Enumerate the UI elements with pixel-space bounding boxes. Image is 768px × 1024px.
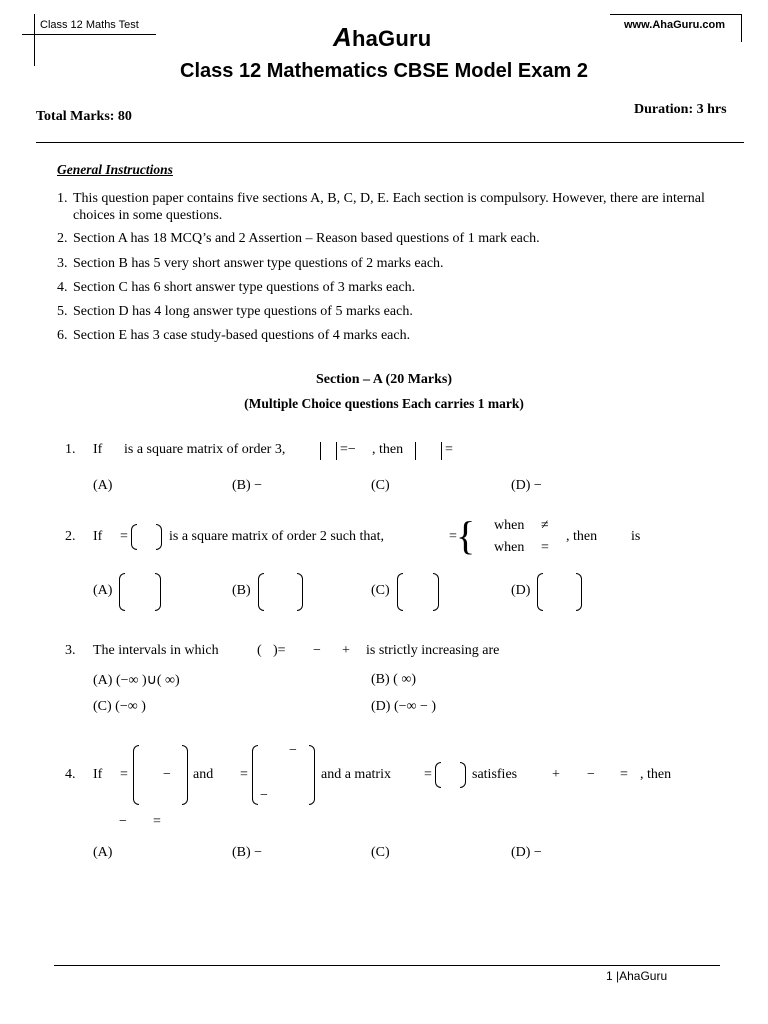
instruction-item: 6. Section E has 3 case study-based questions of 4 marks each. <box>57 328 411 343</box>
q4-satisfies: satisfies <box>472 767 518 782</box>
q4-matrix-b-bracket-left <box>252 745 258 805</box>
q2-a-bracket-left <box>119 573 125 611</box>
q4-option-d[interactable]: (D) − <box>511 845 542 860</box>
q2-b-bracket-left <box>258 573 264 611</box>
q1-number: 1. <box>65 442 76 457</box>
q2-then: , then <box>566 529 598 544</box>
q2-if: If <box>93 529 103 544</box>
section-subtitle: (Multiple Choice questions Each carries 1 mark) <box>244 396 524 411</box>
q4-and-matrix: and a matrix <box>321 767 391 782</box>
q2-matrix-bracket-right <box>156 524 162 550</box>
q3-eq: )= <box>273 643 286 658</box>
q1-det-bar <box>441 442 442 460</box>
q4-matrix-a-bracket-right <box>182 745 188 805</box>
q2-brace: { <box>456 513 476 558</box>
q2-option-a[interactable]: (A) <box>93 583 113 598</box>
q1-if: If <box>93 442 103 457</box>
q4-minus4: − <box>587 767 595 782</box>
q4-minus1: − <box>163 767 171 782</box>
q4-option-c[interactable]: (C) <box>371 845 390 860</box>
q4-minus2: − <box>289 743 297 758</box>
q3-minus: − <box>313 643 321 658</box>
q2-c-bracket-left <box>397 573 403 611</box>
q4-eq1: = <box>120 767 128 782</box>
q1-eq: =− <box>340 442 356 457</box>
q2-eq2: = <box>449 529 457 544</box>
q1-then: , then <box>372 442 404 457</box>
q3-text: The intervals in which <box>93 643 219 658</box>
instructions-heading: General Instructions <box>57 162 173 177</box>
instruction-item: 4. Section C has 6 short answer type questions of 3 marks each. <box>57 280 416 295</box>
corner-rule-left <box>22 34 156 35</box>
q1-det-bar <box>336 442 337 460</box>
q1-text: is a square matrix of order 3, <box>124 442 286 457</box>
instruction-item: 3. Section B has 5 very short answer type questions of 2 marks each. <box>57 256 444 271</box>
q3-option-c[interactable]: (C) (−∞ ) <box>93 699 146 714</box>
q4-option-b[interactable]: (B) − <box>232 845 263 860</box>
q2-text: is a square matrix of order 2 such that, <box>169 529 384 544</box>
footer-rule <box>54 965 720 966</box>
q3-number: 3. <box>65 643 76 658</box>
q2-option-c[interactable]: (C) <box>371 583 390 598</box>
q4-matrix-b-bracket-right <box>309 745 315 805</box>
corner-rule-right <box>610 14 742 15</box>
q2-matrix-bracket-left <box>131 524 137 550</box>
q2-case2: when <box>494 540 525 555</box>
header-test-label: Class 12 Maths Test <box>40 19 139 31</box>
duration: Duration: 3 hrs <box>634 102 727 117</box>
header-divider <box>36 142 744 143</box>
q1-option-b[interactable]: (B) − <box>232 478 263 493</box>
q4-eq2: = <box>240 767 248 782</box>
q4-eq4: = <box>620 767 628 782</box>
q2-option-d[interactable]: (D) <box>511 583 531 598</box>
header-website: www.AhaGuru.com <box>624 19 726 31</box>
q2-a-bracket-right <box>155 573 161 611</box>
q3-option-d[interactable]: (D) (−∞ − ) <box>371 699 437 714</box>
corner-line-left <box>34 14 35 66</box>
q2-c-bracket-right <box>433 573 439 611</box>
page-footer: 1 |AhaGuru <box>606 969 668 983</box>
q1-det-bar <box>320 442 321 460</box>
q1-option-a[interactable]: (A) <box>93 478 113 493</box>
section-title: Section – A (20 Marks) <box>315 372 453 387</box>
q3-open-paren: ( <box>257 643 262 658</box>
q2-is: is <box>631 529 641 544</box>
q2-case1-op: ≠ <box>541 518 549 533</box>
q3-tail: is strictly increasing are <box>366 643 500 658</box>
instruction-item: 2. Section A has 18 MCQ’s and 2 Assertion – Reason based questions of 1 mark each. <box>57 231 540 246</box>
q3-plus: + <box>342 643 350 658</box>
q4-line2-minus: − <box>119 814 127 829</box>
q4-and: and <box>193 767 214 782</box>
q2-eq: = <box>120 529 128 544</box>
q4-matrix-x-bracket-left <box>435 762 441 788</box>
q3-option-a[interactable]: (A) (−∞ )∪( ∞) <box>93 673 180 688</box>
q4-then: , then <box>640 767 672 782</box>
instruction-item: 5. Section D has 4 long answer type questions of 5 marks each. <box>57 304 413 319</box>
q4-matrix-a-bracket-left <box>133 745 139 805</box>
q2-case1: when <box>494 518 525 533</box>
q2-d-bracket-right <box>576 573 582 611</box>
q4-minus3: − <box>260 788 268 803</box>
q2-option-b[interactable]: (B) <box>232 583 251 598</box>
q4-matrix-x-bracket-right <box>460 762 466 788</box>
q1-det-bar <box>415 442 416 460</box>
q2-d-bracket-left <box>537 573 543 611</box>
corner-line-right <box>741 14 742 42</box>
q4-if: If <box>93 767 103 782</box>
page-title: Class 12 Mathematics CBSE Model Exam 2 <box>180 60 588 82</box>
q1-option-c[interactable]: (C) <box>371 478 390 493</box>
ahaguru-logo: AhaGuru <box>333 22 432 52</box>
q4-plus: + <box>552 767 560 782</box>
q4-line2-eq: = <box>153 814 161 829</box>
instruction-item: 1. This question paper contains five sections A, B, C, D, E. Each section is compulsory. However, there are internal choices in some questions. <box>57 191 705 223</box>
q3-option-b[interactable]: (B) ( ∞) <box>371 672 416 687</box>
total-marks: Total Marks: 80 <box>36 109 132 124</box>
q4-number: 4. <box>65 767 76 782</box>
q4-option-a[interactable]: (A) <box>93 845 113 860</box>
q2-case2-op: = <box>541 540 549 555</box>
q2-b-bracket-right <box>297 573 303 611</box>
q4-eq3: = <box>424 767 432 782</box>
q1-eq2: = <box>445 442 453 457</box>
q1-option-d[interactable]: (D) − <box>511 478 542 493</box>
q2-number: 2. <box>65 529 76 544</box>
